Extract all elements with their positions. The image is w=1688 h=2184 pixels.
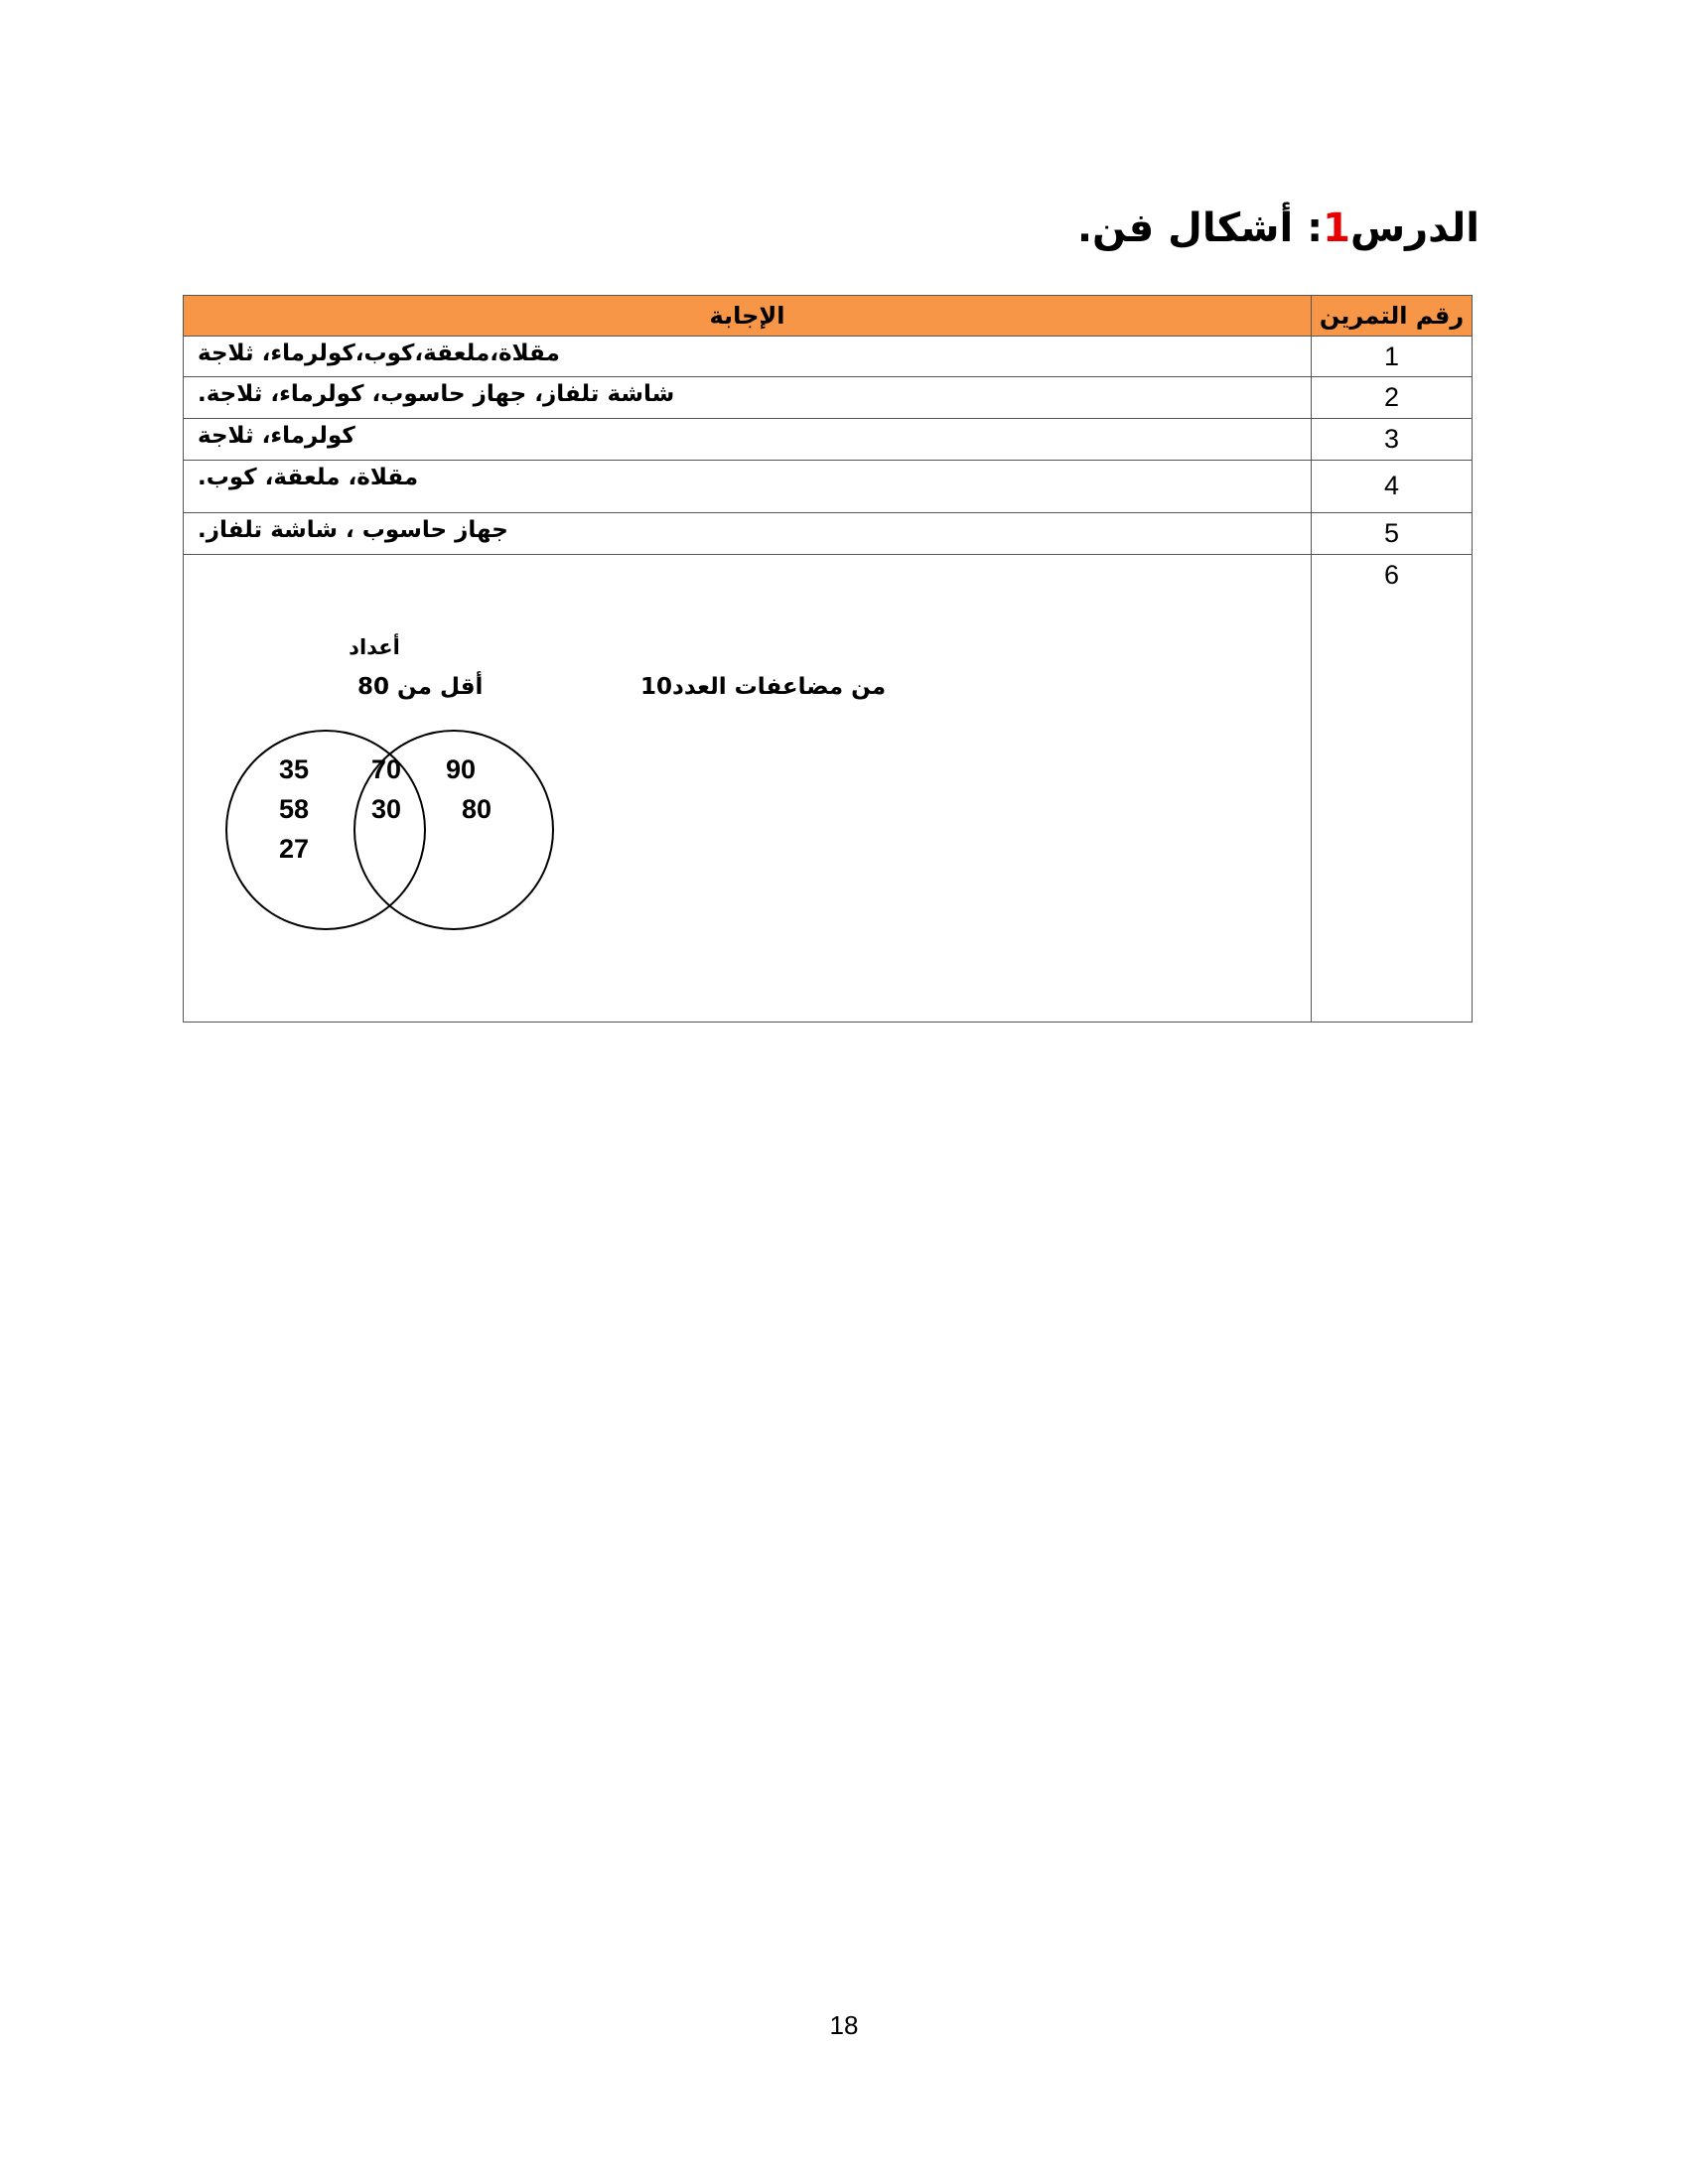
title-number: 1 [1323, 205, 1350, 251]
venn-left-value: 27 [279, 834, 310, 864]
answer-cell [184, 461, 1312, 513]
header-answer: الإجابة [184, 296, 1312, 337]
table-row [184, 377, 1473, 419]
table-row [184, 337, 1473, 377]
exercise-number: 4 [1312, 461, 1473, 513]
title-suffix: : أشكال فن. [1076, 205, 1324, 251]
exercise-number: 2 [1312, 377, 1473, 419]
answer-cell [184, 377, 1312, 419]
lesson-title [1077, 199, 1479, 258]
answer-text: جهاز حاسوب ، شاشة تلفاز. [198, 517, 508, 543]
venn-right-value: 80 [462, 794, 492, 824]
answer-text: كولرماء، ثلاجة [198, 423, 355, 449]
table-row [184, 461, 1473, 513]
venn-intersection-value: 30 [371, 794, 402, 824]
answer-text: شاشة تلفاز، جهاز حاسوب، كولرماء، ثلاجة. [198, 381, 675, 407]
exercise-number: 5 [1312, 513, 1473, 555]
answers-table [183, 295, 1473, 1023]
answer-text: مقلاة، ملعقة، كوب. [198, 465, 419, 490]
answer-cell [184, 337, 1312, 377]
venn-cell [184, 555, 1312, 1023]
table-row [184, 513, 1473, 555]
answer-text: مقلاة،ملعقة،كوب،كولرماء، ثلاجة [198, 341, 560, 366]
exercise-number: 1 [1312, 337, 1473, 377]
venn-left-value: 35 [279, 754, 310, 784]
page-number: 18 [829, 2010, 859, 2040]
title-prefix: الدرس [1349, 205, 1479, 251]
venn-right-value: 90 [446, 754, 477, 784]
exercise-number: 6 [1312, 555, 1473, 1023]
venn-right-label: من مضاعفات العدد10 [640, 674, 887, 700]
table-header-row [184, 296, 1473, 337]
venn-diagram [184, 555, 1310, 1020]
header-exercise-number: رقم التمرين [1312, 296, 1473, 337]
venn-left-value: 58 [279, 794, 310, 824]
answer-cell [184, 513, 1312, 555]
venn-intersection-value: 70 [371, 754, 402, 784]
venn-left-label: أقل من 80 [357, 674, 484, 700]
answer-cell [184, 419, 1312, 461]
venn-top-label: أعداد [349, 635, 400, 659]
exercise-number: 3 [1312, 419, 1473, 461]
table-row [184, 419, 1473, 461]
table-row [184, 555, 1473, 1023]
